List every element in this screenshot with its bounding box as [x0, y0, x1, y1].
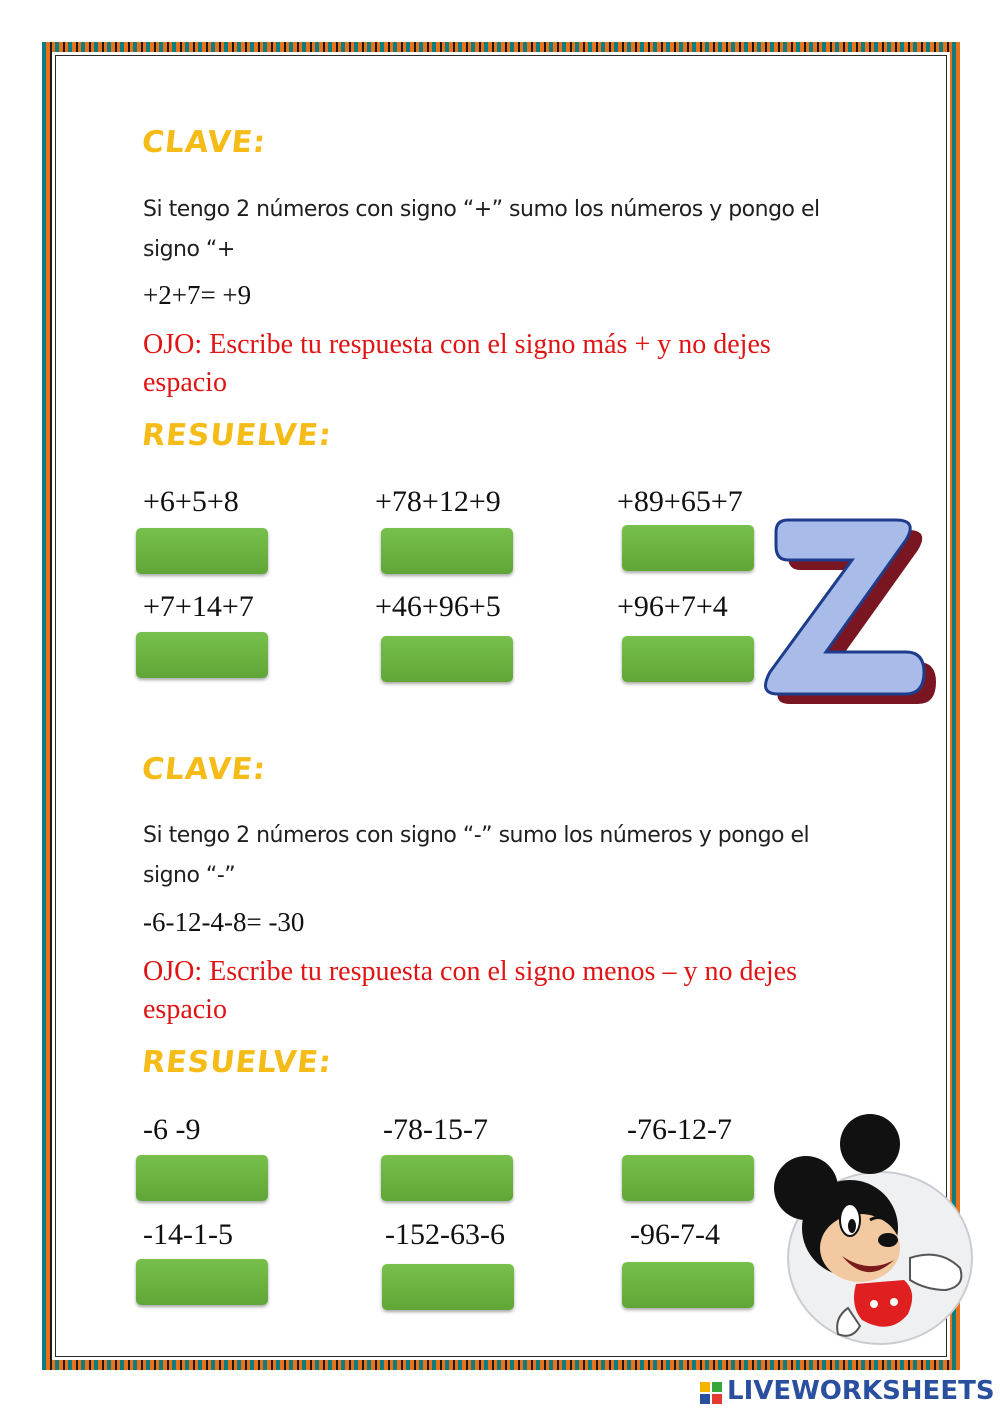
- answer-input-2-6[interactable]: [622, 1262, 754, 1308]
- example-1: +2+7= +9: [143, 280, 252, 310]
- exercise-2-1: -6 -9: [143, 1113, 201, 1146]
- exercise-1-2: +78+12+9: [375, 485, 501, 518]
- answer-input-1-2[interactable]: [381, 528, 513, 574]
- rule-line-1a: Si tengo 2 números con signo “+” sumo los números y pongo el: [143, 197, 820, 222]
- answer-input-1-1[interactable]: [136, 528, 268, 574]
- warning-text-1: [143, 326, 873, 402]
- clave-heading-1: CLAVE:: [140, 125, 268, 160]
- clave-heading-2: CLAVE:: [140, 752, 268, 787]
- answer-input-1-6[interactable]: [622, 636, 754, 682]
- answer-input-2-1[interactable]: [136, 1155, 268, 1201]
- rule-line-2b: signo “-”: [143, 863, 236, 888]
- resuelve-heading-2: RESUELVE:: [140, 1045, 334, 1080]
- answer-input-2-5[interactable]: [382, 1264, 514, 1310]
- answer-input-1-5[interactable]: [381, 636, 513, 682]
- rule-line-2a: Si tengo 2 números con signo “-” sumo los números y pongo el: [143, 823, 810, 848]
- exercise-2-3: -76-12-7: [627, 1113, 732, 1146]
- answer-input-1-3[interactable]: [622, 525, 754, 571]
- rule-text-2: [143, 816, 843, 896]
- warning-line-1b: espacio: [143, 367, 227, 398]
- cartoon-mouse-illustration: [770, 1108, 980, 1348]
- example-2: -6-12-4-8= -30: [143, 907, 305, 937]
- exercise-1-6: +96+7+4: [617, 590, 728, 623]
- liveworksheets-brand[interactable]: LIVEWORKSHEETS: [727, 1376, 995, 1406]
- answer-input-2-2[interactable]: [381, 1155, 513, 1201]
- warning-line-2a: OJO: Escribe tu respuesta con el signo menos – y no dejes: [143, 956, 797, 987]
- exercise-2-2: -78-15-7: [383, 1113, 488, 1146]
- answer-input-1-4[interactable]: [136, 632, 268, 678]
- exercise-1-3: +89+65+7: [617, 485, 743, 518]
- exercise-2-5: -152-63-6: [385, 1218, 505, 1251]
- answer-input-2-3[interactable]: [622, 1155, 754, 1201]
- rule-line-1b: signo “+: [143, 237, 235, 262]
- letter-z-illustration: [756, 512, 940, 712]
- rule-text-1: [143, 190, 843, 270]
- answer-input-2-4[interactable]: [136, 1259, 268, 1305]
- warning-text-2: [143, 953, 873, 1029]
- warning-line-2b: espacio: [143, 994, 227, 1025]
- resuelve-heading-1: RESUELVE:: [140, 418, 334, 453]
- liveworksheets-logo-icon: [700, 1382, 722, 1404]
- exercise-2-4: -14-1-5: [143, 1218, 233, 1251]
- exercise-1-4: +7+14+7: [143, 590, 254, 623]
- exercise-1-5: +46+96+5: [375, 590, 501, 623]
- exercise-2-6: -96-7-4: [630, 1218, 720, 1251]
- warning-line-1a: OJO: Escribe tu respuesta con el signo más + y no dejes: [143, 329, 771, 360]
- exercise-1-1: +6+5+8: [143, 485, 239, 518]
